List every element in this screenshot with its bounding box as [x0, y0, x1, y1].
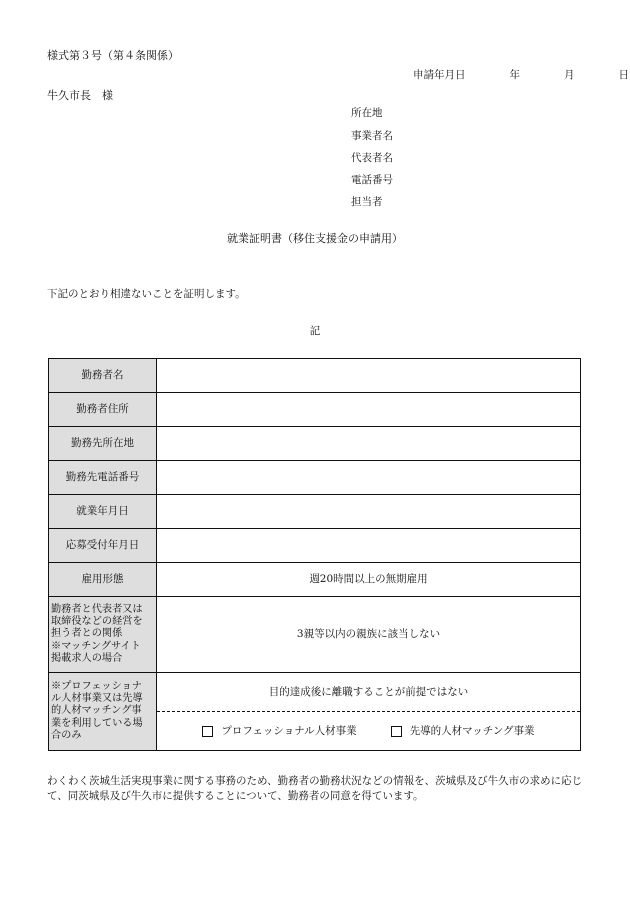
field-phone: 電話番号	[351, 174, 393, 186]
label-relationship	[49, 597, 157, 673]
label-application-date: 応募受付年月日	[49, 529, 157, 563]
employment-type-value: 週20時間以上の無期雇用	[157, 563, 581, 597]
table-row	[49, 597, 581, 673]
label-employee-name: 勤務者名	[49, 359, 157, 393]
relationship-label-line: 担う者との関係	[51, 628, 123, 640]
label-workplace-address: 勤務先所在地	[49, 427, 157, 461]
option-leading-matching[interactable]	[391, 725, 535, 738]
certification-statement: 下記のとおり相違ないことを証明します。	[47, 288, 246, 300]
table-row	[49, 461, 581, 495]
form-number: 様式第３号（第４条関係）	[47, 49, 179, 62]
table-row	[49, 427, 581, 461]
label-workplace-phone: 勤務先電話番号	[49, 461, 157, 495]
label-employment-date: 就業年月日	[49, 495, 157, 529]
day-label: 日	[618, 69, 629, 81]
label-employment-type: 雇用形態	[49, 563, 157, 597]
relationship-value: 3親等以内の親族に該当しない	[157, 597, 581, 673]
label-professional-program	[49, 673, 157, 751]
table-row	[49, 529, 581, 563]
consent-note: わくわく茨城生活実現事業に関する事務のため、勤務者の勤務状況などの情報を、茨城県及び牛久市の求めに応じて、同茨城県及び牛久市に提供することについて、勤務者の同意を得ています。	[47, 775, 583, 802]
option-label: プロフェッショナル人材事業	[221, 724, 357, 737]
option-professional-talent[interactable]	[202, 725, 356, 738]
year-label: 年	[509, 69, 520, 81]
professional-condition: 目的達成後に離職することが前提ではない	[157, 673, 580, 712]
table-row	[49, 673, 581, 751]
label-employee-address: 勤務者住所	[49, 393, 157, 427]
field-address: 所在地	[351, 107, 383, 119]
relationship-label-line: 勤務者と代表者又は	[51, 603, 143, 615]
checkbox-icon[interactable]	[202, 726, 213, 737]
workplace-phone-field[interactable]	[157, 461, 581, 495]
employment-date-field[interactable]	[157, 495, 581, 529]
table-row	[49, 495, 581, 529]
date-label: 申請年月日	[413, 69, 466, 81]
professional-label-line: 合のみ	[51, 729, 82, 741]
addressee: 牛久市長 様	[47, 89, 113, 102]
application-date-line	[413, 69, 629, 82]
professional-program-cell	[157, 673, 581, 751]
professional-label-line: ※プロフェッショナ	[51, 680, 142, 692]
program-options	[157, 712, 580, 750]
option-label: 先導的人材マッチング事業	[409, 724, 535, 737]
certificate-table	[48, 358, 581, 751]
professional-label-line: 的人材マッチング事	[51, 705, 142, 717]
table-row	[49, 563, 581, 597]
workplace-address-field[interactable]	[157, 427, 581, 461]
professional-label-line: ル人材事業又は先導	[51, 693, 143, 705]
ki-mark: 記	[309, 325, 321, 337]
relationship-label-line: ※マッチングサイト	[51, 640, 141, 652]
table-row	[49, 393, 581, 427]
field-contact-person: 担当者	[351, 196, 383, 208]
professional-label-line: 業を利用している場	[51, 717, 143, 729]
employee-name-field[interactable]	[157, 359, 581, 393]
field-company-name: 事業者名	[351, 130, 393, 142]
relationship-label-line: 取締役などの経営を	[51, 616, 143, 628]
application-date-field[interactable]	[157, 529, 581, 563]
table-row	[49, 359, 581, 393]
month-label: 月	[564, 69, 575, 81]
document-title: 就業証明書（移住支援金の申請用）	[227, 232, 403, 245]
field-representative: 代表者名	[351, 152, 393, 164]
relationship-label-line: 掲載求人の場合	[51, 652, 123, 664]
employee-address-field[interactable]	[157, 393, 581, 427]
checkbox-icon[interactable]	[391, 726, 402, 737]
